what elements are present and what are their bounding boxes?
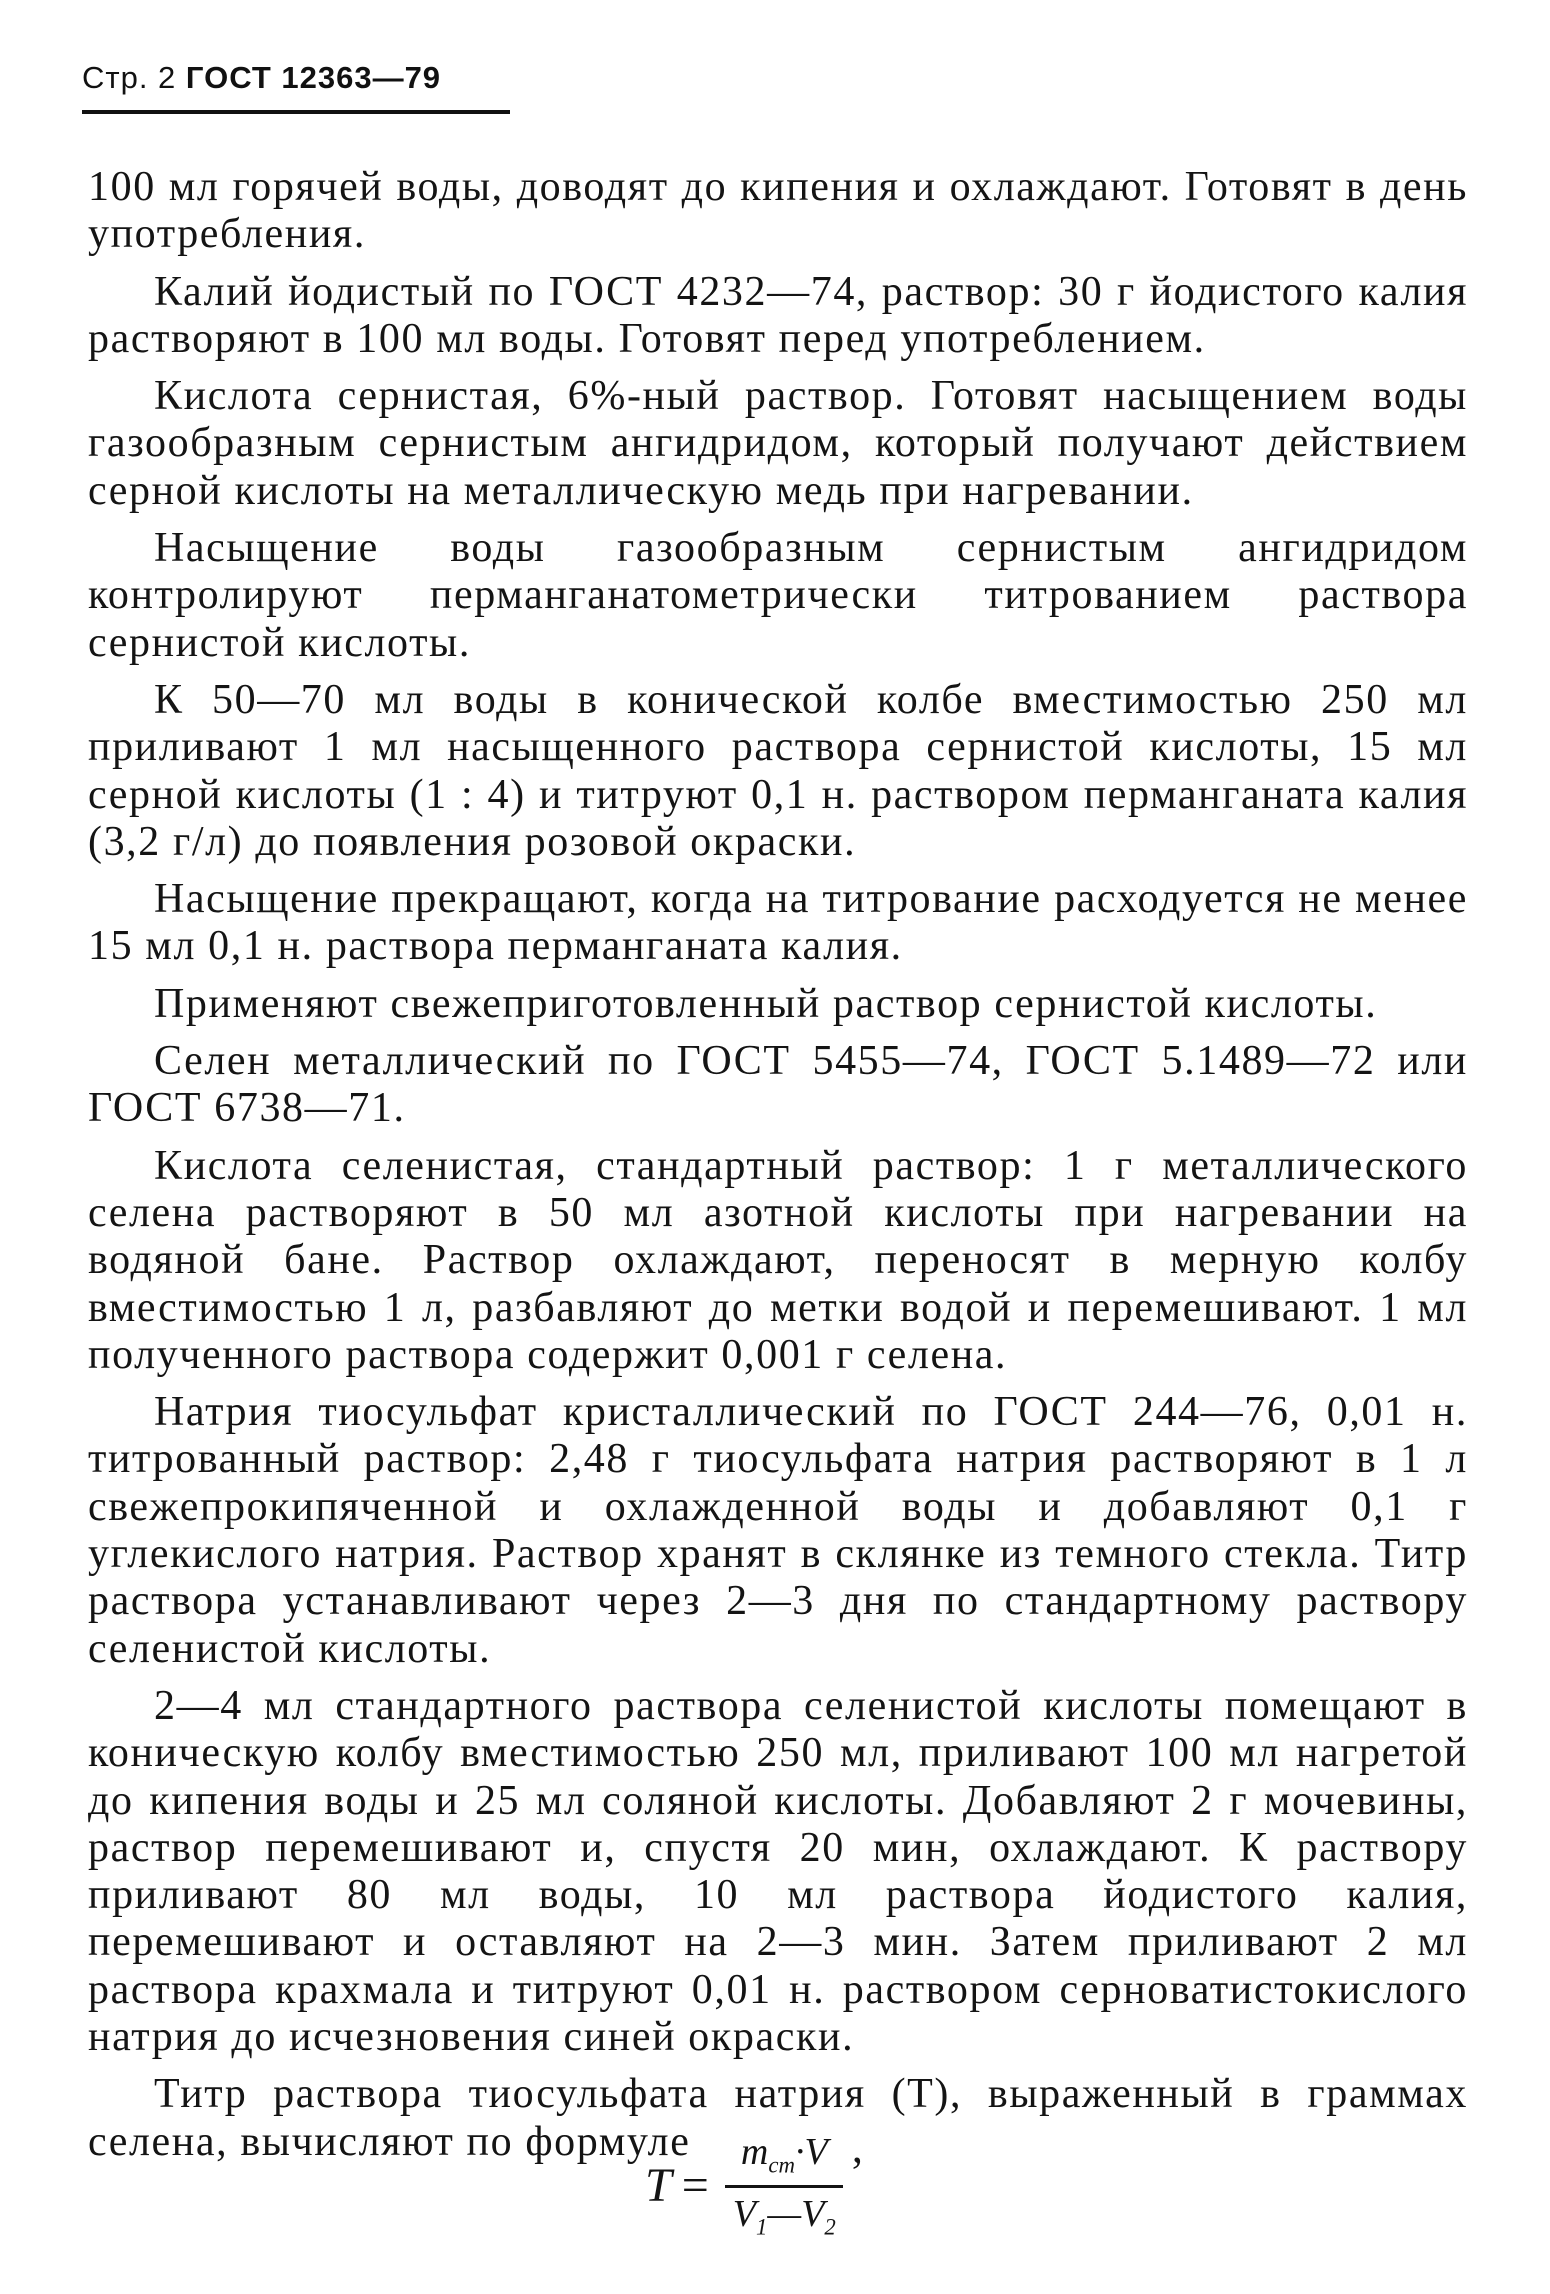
paragraph: К 50—70 мл воды в конической колбе вместимостью 250 мл приливают 1 мл насыщенного раствора сернистой кислоты, 15 мл серной кислоты (1 : 4) и титруют 0,1 н. раствором перманганата калия (3,2 г/л) до появления розовой окраски.	[88, 676, 1468, 865]
paragraph: 100 мл горячей воды, доводят до кипения и охлаждают. Готовят в день употребления.	[88, 164, 1468, 258]
num-m: m	[740, 2131, 769, 2173]
header-rule	[82, 110, 510, 114]
paragraph: Кислота сернистая, 6%-ный раствор. Готовят насыщением воды газообразным сернистым ангидридом, который получают действием серной кислоты на металлическую медь при нагревании.	[88, 373, 1468, 514]
formula-numerator	[731, 2130, 838, 2179]
page-header	[82, 60, 441, 96]
paragraph: Селен металлический по ГОСТ 5455—74, ГОСТ 5.1489—72 или ГОСТ 6738—71.	[88, 1038, 1468, 1132]
formula-lhs: T	[645, 2158, 672, 2212]
num-sub: ст	[768, 2152, 795, 2178]
paragraph: Натрия тиосульфат кристаллический по ГОСТ 244—76, 0,01 н. титрованный раствор: 2,48 г тиосульфата натрия растворяют в 1 л свежепрокипяченной и охлажденной воды и добавляют 0,1 г углекислого натрия. Раствор хранят в склянке из темного стекла. Титр раствора устанавливают через 2—3 дня по стандартному раствору селенистой кислоты.	[88, 1389, 1468, 1672]
paragraph: Насыщение воды газообразным сернистым ангидридом контролируют перманганатометрически титрованием раствора сернистой кислоты.	[88, 525, 1468, 666]
den-v2: V	[801, 2192, 825, 2235]
formula-fraction	[723, 2130, 846, 2240]
den-v1-sub: 1	[756, 2214, 768, 2240]
paragraph: Титр раствора тиосульфата натрия (T), выраженный в граммах селена, вычисляют по формуле	[88, 2071, 1468, 2165]
standard-code: ГОСТ 12363—79	[185, 60, 442, 95]
formula-equals: =	[681, 2158, 709, 2212]
den-v2-sub: 2	[824, 2214, 836, 2240]
titer-formula	[645, 2123, 863, 2240]
document-body	[88, 164, 1468, 2176]
page-number-label: Стр. 2	[82, 60, 177, 95]
paragraph: Калий йодистый по ГОСТ 4232—74, раствор: 30 г йодистого калия растворяют в 100 мл воды. Готовят перед употреблением.	[88, 268, 1468, 362]
paragraph: Кислота селенистая, стандартный раствор: 1 г металлического селена растворяют в 50 мл азотной кислоты при нагревании на водяной бане. Раствор охлаждают, переносят в мерную колбу вместимостью 1 л, разбавляют до метки водой и перемешивают. 1 мл полученного раствора содержит 0,001 г селена.	[88, 1142, 1468, 1378]
paragraph: 2—4 мл стандартного раствора селенистой кислоты помещают в коническую колбу вместимостью 250 мл, приливают 100 мл нагретой до кипения воды и 25 мл соляной кислоты. Добавляют 2 г мочевины, раствор перемешивают и, спустя 20 мин, охлаждают. К раствору приливают 80 мл воды, 10 мл раствора йодистого калия, перемешивают и оставляют на 2—3 мин. Затем приливают 2 мл раствора крахмала и титруют 0,01 н. раствором серноватистокислого натрия до исчезновения синей окраски.	[88, 1682, 1468, 2060]
formula-denominator	[723, 2192, 846, 2241]
den-v1: V	[732, 2192, 756, 2235]
den-minus: —	[767, 2192, 802, 2235]
fraction-bar	[725, 2185, 843, 2188]
paragraph: Насыщение прекращают, когда на титрование расходуется не менее 15 мл 0,1 н. раствора перманганата калия.	[88, 876, 1468, 970]
formula-comma: ,	[851, 2123, 863, 2172]
paragraph: Применяют свежеприготовленный раствор сернистой кислоты.	[154, 980, 1378, 1027]
num-rest: ·V	[794, 2131, 828, 2173]
